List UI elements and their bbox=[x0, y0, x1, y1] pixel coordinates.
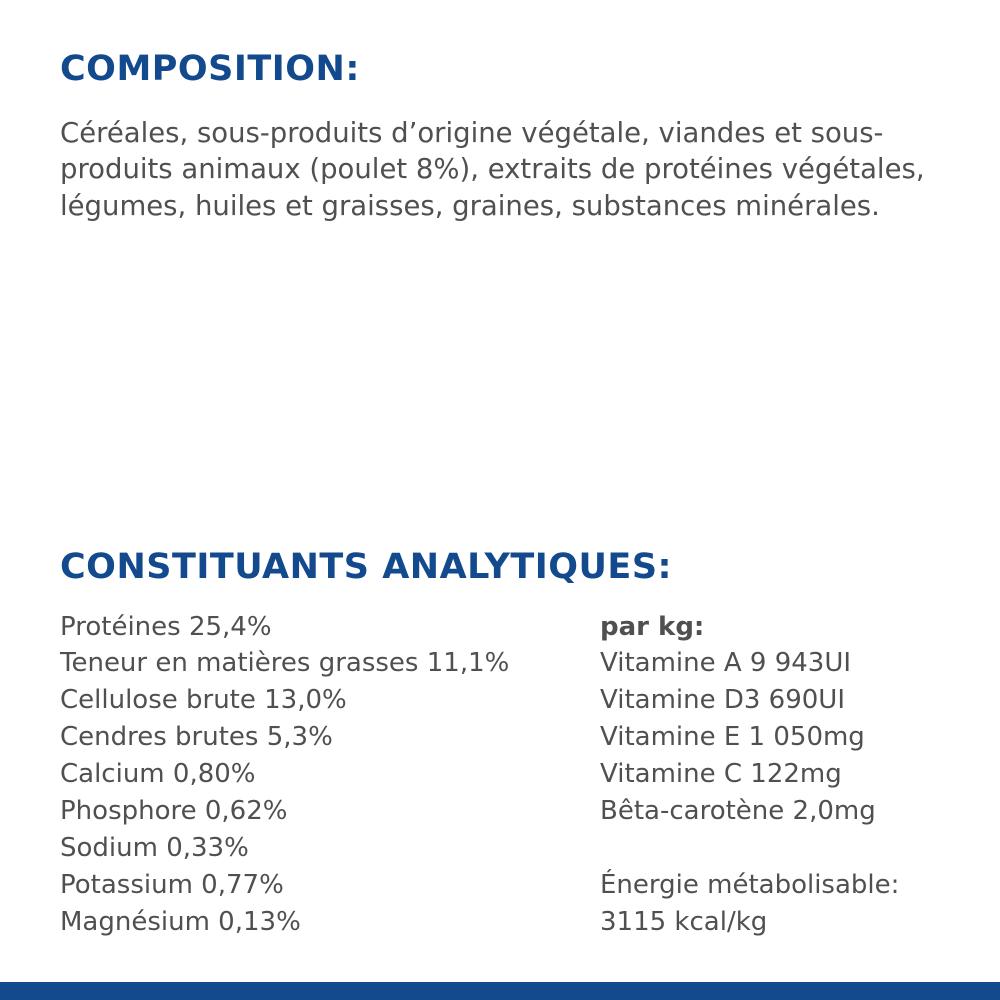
nutrient-line: Cellulose brute 13,0% bbox=[60, 685, 347, 716]
vitamin-line: Vitamine C 122mg bbox=[600, 759, 842, 790]
nutrient-line: Protéines 25,4% bbox=[60, 611, 272, 642]
vitamin-line: Bêta-carotène 2,0mg bbox=[600, 796, 876, 827]
column-spacer bbox=[600, 830, 960, 867]
energy-value: 3115 kcal/kg bbox=[600, 906, 768, 937]
constituents-title: CONSTITUANTS ANALYTIQUES: bbox=[60, 547, 673, 587]
nutrient-line: Magnésium 0,13% bbox=[60, 906, 301, 937]
per-kg-header: par kg: bbox=[600, 611, 705, 642]
energy-label: Énergie métabolisable: bbox=[600, 869, 900, 900]
nutrient-line: Phosphore 0,62% bbox=[60, 796, 288, 827]
nutrient-line: Cendres brutes 5,3% bbox=[60, 722, 333, 753]
constituents-columns bbox=[60, 609, 960, 941]
composition-title: COMPOSITION: bbox=[60, 49, 360, 89]
constituents-left-column bbox=[60, 609, 600, 941]
nutrient-line: Potassium 0,77% bbox=[60, 869, 284, 900]
vitamin-line: Vitamine E 1 050mg bbox=[600, 722, 865, 753]
vitamin-line: Vitamine A 9 943UI bbox=[600, 648, 852, 679]
composition-section bbox=[60, 50, 960, 224]
bottom-accent-bar bbox=[0, 982, 1000, 1000]
nutrient-line: Sodium 0,33% bbox=[60, 832, 249, 863]
constituents-right-column bbox=[600, 609, 960, 941]
composition-text: Céréales, sous-produits d’origine végétale, viandes et sous-produits animaux (poulet 8%), extraits de protéines végétales, légumes, huiles et graisses, graines, substances minérales. bbox=[60, 116, 925, 222]
analytical-constituents-section bbox=[60, 548, 960, 941]
nutrient-line: Teneur en matières grasses 11,1% bbox=[60, 648, 510, 679]
vitamin-line: Vitamine D3 690UI bbox=[600, 685, 846, 716]
nutrient-line: Calcium 0,80% bbox=[60, 759, 256, 790]
